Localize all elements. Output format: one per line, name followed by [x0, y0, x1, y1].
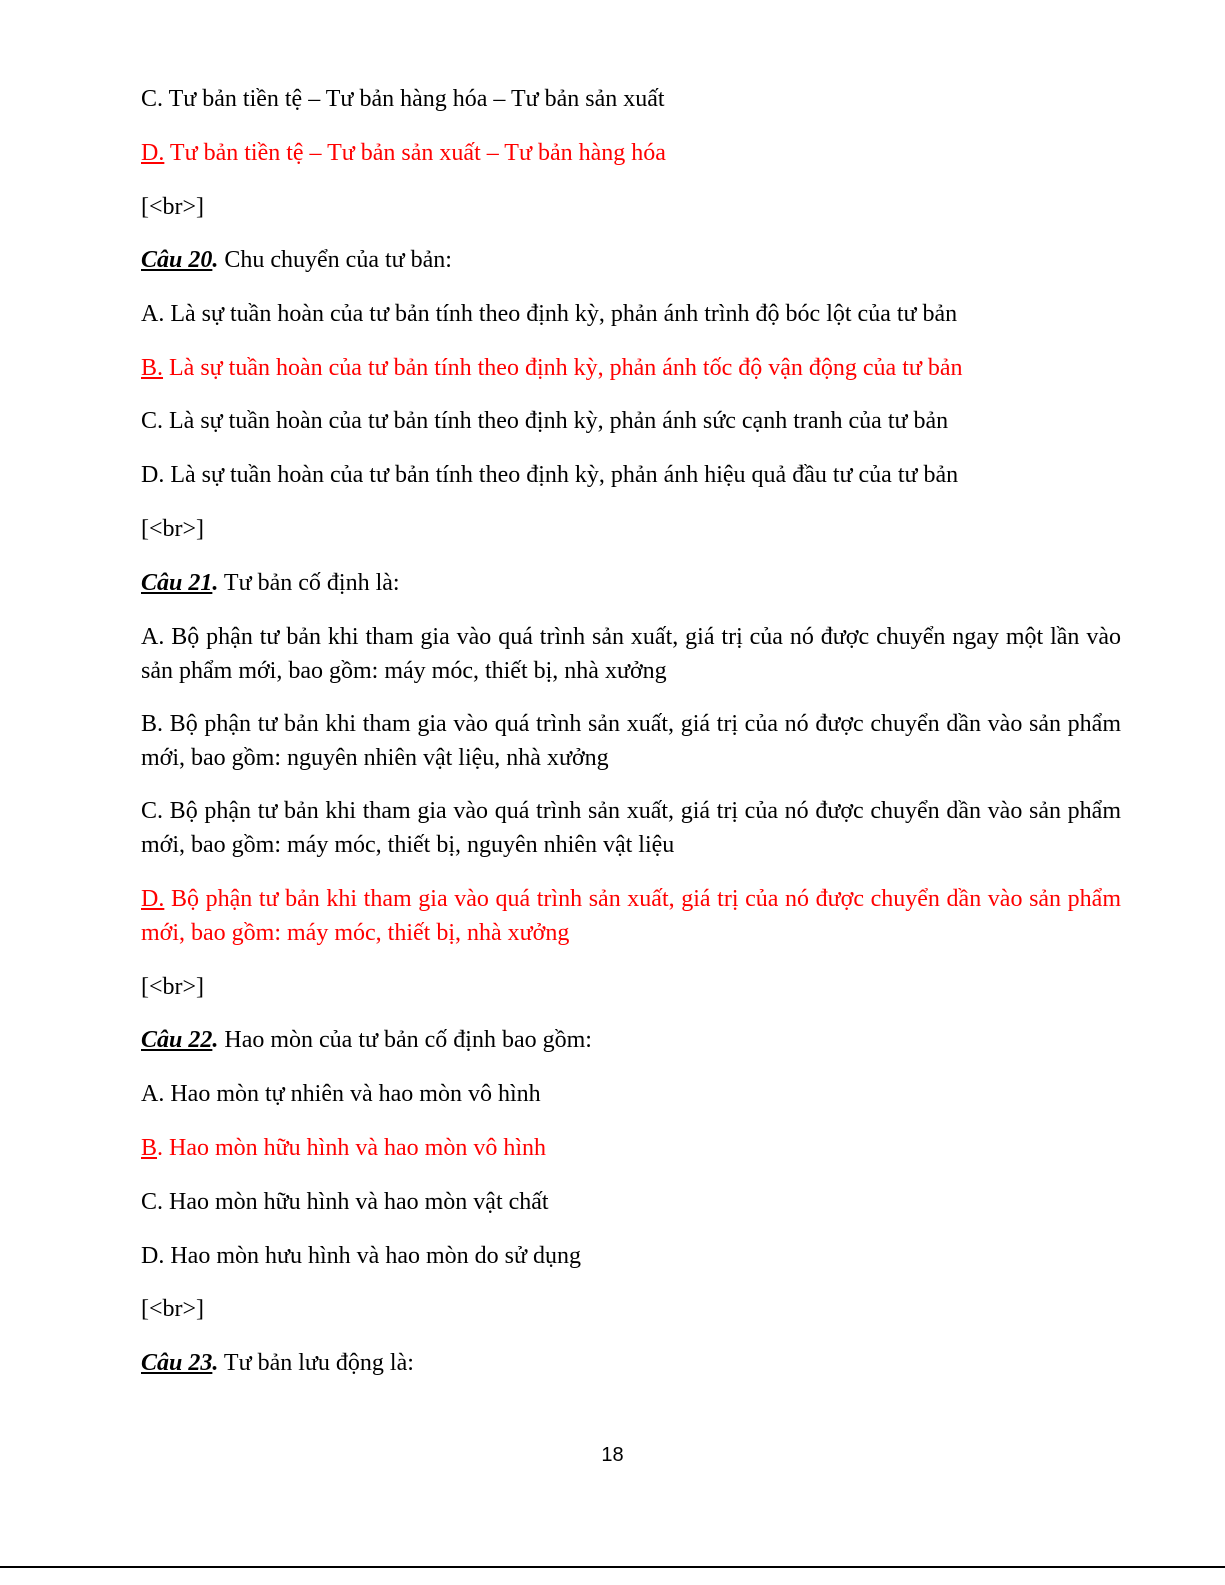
q20-break-marker: [141, 512, 1121, 546]
q21-label-dot: .: [212, 570, 219, 596]
q19-option-d-correct: [141, 136, 1121, 170]
q20-option-c-text: C. Là sự tuần hoàn của tư bản tính theo định kỳ, phản ánh sức cạnh tranh của tư bản: [141, 408, 949, 434]
q23-label: Câu 23: [141, 1350, 213, 1376]
q19-break-marker: [141, 190, 1121, 224]
q21-option-d-correct: [141, 882, 1121, 950]
q21-option-b: [141, 707, 1121, 775]
q20-option-b-text: Là sự tuần hoàn của tư bản tính theo định kỳ, phản ánh tốc độ vận động của tư bản: [163, 355, 963, 381]
q22-option-a-text: A. Hao mòn tự nhiên và hao mòn vô hình: [141, 1081, 541, 1107]
q22-break-marker: [141, 1292, 1121, 1326]
q22-option-d: [141, 1239, 1121, 1273]
q21-option-c: [141, 794, 1121, 862]
q20-option-c: [141, 404, 1121, 438]
q20-option-d-text: D. Là sự tuần hoàn của tư bản tính theo định kỳ, phản ánh hiệu quả đầu tư của tư bản: [141, 462, 959, 488]
q21-question: [141, 566, 1121, 600]
page-number: 18: [601, 1444, 624, 1466]
break-marker-text: [<br>]: [141, 194, 205, 220]
q22-option-c-text: C. Hao mòn hữu hình và hao mòn vật chất: [141, 1189, 549, 1215]
q19-option-d-text: Tư bản tiền tệ – Tư bản sản xuất – Tư bản hàng hóa: [164, 140, 666, 166]
q22-option-b-letter: B: [141, 1135, 158, 1161]
q22-label: Câu 22: [141, 1027, 213, 1053]
q23-question-text: Tư bản lưu động là:: [218, 1350, 414, 1376]
q21-question-text: Tư bản cố định là:: [218, 570, 400, 596]
q22-option-c: [141, 1185, 1121, 1219]
q19-option-c: [141, 82, 1121, 116]
q20-question-text: Chu chuyển của tư bản:: [218, 247, 452, 273]
q22-question-text: Hao mòn của tư bản cố định bao gồm:: [218, 1027, 592, 1053]
q22-question: [141, 1023, 1121, 1057]
break-marker-text: [<br>]: [141, 516, 205, 542]
q20-option-a: [141, 297, 1121, 331]
q22-option-d-text: D. Hao mòn hưu hình và hao mòn do sử dụng: [141, 1243, 581, 1269]
q19-option-c-text: C. Tư bản tiền tệ – Tư bản hàng hóa – Tư bản sản xuất: [141, 86, 665, 112]
break-marker-text: [<br>]: [141, 974, 205, 1000]
q19-option-d-letter: D.: [141, 140, 165, 166]
q21-option-d-letter: D.: [141, 886, 165, 912]
q20-question: [141, 243, 1121, 277]
q22-option-a: [141, 1077, 1121, 1111]
q20-label: Câu 20: [141, 247, 213, 273]
q21-label: Câu 21: [141, 570, 213, 596]
q21-break-marker: [141, 970, 1121, 1004]
bottom-divider: [0, 1566, 1225, 1568]
q20-label-dot: .: [212, 247, 219, 273]
q21-option-c-text: C. Bộ phận tư bản khi tham gia vào quá trình sản xuất, giá trị của nó được chuyển dần vào sản phẩm mới, bao gồm: máy móc, thiết bị, nguyên nhiên vật liệu: [141, 798, 1121, 858]
q20-option-a-text: A. Là sự tuần hoàn của tư bản tính theo định kỳ, phản ánh trình độ bóc lột của tư bản: [141, 301, 958, 327]
q22-option-b-correct: [141, 1131, 1121, 1165]
q21-option-b-text: B. Bộ phận tư bản khi tham gia vào quá trình sản xuất, giá trị của nó được chuyển dần vào sản phẩm mới, bao gồm: nguyên nhiên vật liệu, nhà xưởng: [141, 711, 1121, 771]
q23-label-dot: .: [212, 1350, 219, 1376]
q21-option-a-text: A. Bộ phận tư bản khi tham gia vào quá trình sản xuất, giá trị của nó được chuyển ngay một lần vào sản phẩm mới, bao gồm: máy móc, thiết bị, nhà xưởng: [141, 624, 1121, 684]
q22-option-b-text: . Hao mòn hữu hình và hao mòn vô hình: [157, 1135, 546, 1161]
break-marker-text: [<br>]: [141, 1296, 205, 1322]
q21-option-d-text: Bộ phận tư bản khi tham gia vào quá trình sản xuất, giá trị của nó được chuyển dần vào sản phẩm mới, bao gồm: máy móc, thiết bị, nhà xưởng: [141, 886, 1121, 946]
q20-option-b-letter: B.: [141, 355, 164, 381]
q20-option-b-correct: [141, 351, 1121, 385]
q22-label-dot: .: [212, 1027, 219, 1053]
q20-option-d: [141, 458, 1121, 492]
q23-question: [141, 1346, 1121, 1380]
q21-option-a: [141, 620, 1121, 688]
